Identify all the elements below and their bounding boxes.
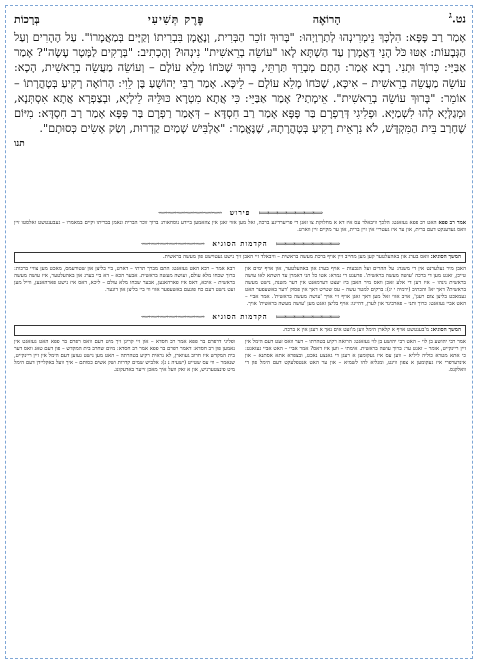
sugya-intro-box-2: המשך הסוגיא: מ'בענטשט אויף א קלארן הימל ווען מ'זעט אים נאך א רעגן אין א ברכה. bbox=[14, 325, 466, 336]
commentary-column-left: רבא אמר – רבא האט געזאגט: התם מברך תרתי – דארט, ביי בליצן און שטורעמס, מאכט מען צוויי ברכות: ברוך שכחו מלא עולם, ועושה מעשה בראשית. אבער הכא – דא ביי בערג און באהעלטער, איז עושה מעשה בראשית – איכא, דאס איז פארהאנען, אבער שכחו מלא עולם – ליכא, דאס איז נישט פארהאנען, ווייל מען זעט נישט דעם כח פונעם באשעפער אזוי ווי ביי בליצן און דונער. bbox=[14, 265, 235, 293]
commentary-column-right-2: אמר רבי יהושע בן לוי – האט רבי יהושע בן לוי געזאגט: הרואה רקיע בטהרתו – דער וואס זעט דעם הימל אין זיין ריינקייט, אומר – זאגט ער: ברוך עושה בראשית. אימתי – ווען איז דאס? אמר אביי – האט אביי געזאגט: כי אתא מטרא כוליה ליליא – ווען עס איז געקומען א רעגן די גאנצע נאכט, ובצפרא אתא אסתנא – און אינדערפרי איז געקומען א צפון ווינט, ומגליא להו לשמיא – און ער האט אנטפלעקט דעם הימל פון די וואלקנס. bbox=[245, 338, 466, 373]
folio-number: נט.$^ג$ bbox=[448, 10, 466, 26]
chapter-number: פֶּרֶק תְּשִׁיעִי bbox=[147, 12, 205, 26]
commentary-columns-2 bbox=[14, 339, 466, 374]
gemara-main-text bbox=[14, 30, 466, 136]
tractate-name: בְּרָכוֹת bbox=[14, 12, 40, 26]
gemara-segment: עַל הֶהָרִים וְעַל הַגְּבָעוֹת: אַטּוּ כֹּל הָנֵי דַּאֲמָרַן עַד הַשְׁתָּא לָאו "עוֹשֵׂה בְרֵאשִׁית" נִינְהוּ? וְהָכְתִיב: "בְּרָקִים לַמָּטָר עָשָׂה"? אָמַר אַבַּיֵּי: כְּרוֹךְ וּתְנִי. רָבָא אָמַר: הָתָם מְבָרֵךְ תַּרְתֵּי, בָּרוּךְ שֶׁכֹּחוֹ מָלֵא עוֹלָם – וְעוֹשֵׂה מַעֲשֵׂה בְרֵאשִׁית, הָכָא: עוֹשֵׂה מַעֲשֵׂה בְרֵאשִׁית – אִיכָּא, שֶׁכֹּחוֹ מָלֵא עוֹלָם – לֵיכָּא. אָמַר רַבִּי יְהוֹשֻׁעַ בֶּן לֵוִי: הָרוֹאֶה רָקִיעַ בְּטָהֳרָתוֹ – אוֹמֵר: "בָּרוּךְ עוֹשֵׂה בְרֵאשִׁית". אֵימָתַי? אָמַר אַבַּיֵּי: כִּי אֲתָא מִטְרָא כּוּלֵּיהּ לֵילְיָא, וּבְצַפְרָא אֲתָא אִסְתְּנָא, וּמְגַלְּיָא לְהוּ לִשְׁמַיָּא. וּפְלִיגִי דְּרַפְרָם בַּר פָּפָּא אָמַר רַב חִסְדָּא – דְּאָמַר רַפְרָם בַּר פָּפָּא אָמַר רַב חִסְדָּא: מִיּוֹם שֶׁחָרַב בֵּית הַמִּקְדָּשׁ, לֹא נִרְאֵית רָקִיעַ בְּטָהֳרָתָהּ, שֶׁנֶּאֱמַר: "אַלְבִּישׁ שָׁמַיִם קַדְרוּת, וְשַׂק אָשִׂים כְּסוּתָם". bbox=[14, 31, 466, 136]
blank-space bbox=[14, 150, 466, 208]
catchword: תנו bbox=[14, 139, 25, 150]
chapter-name: הָרוֹאֶה bbox=[312, 12, 341, 26]
perush-heading: ⟾⟾⟾⟾⟾⟾⟾ פירוש ⟿⟿⟿⟿⟿⟿⟿ bbox=[157, 208, 323, 218]
commentary-columns-1 bbox=[14, 266, 466, 308]
ornament-right: ⟾⟾⟾⟾⟾⟾⟾ bbox=[258, 209, 323, 218]
gemara-segment: "בָּרוּךְ זוֹכֵר הַבְּרִית, וְנֶאֱמָן בִּבְרִיתוֹ וְקַיָּים בְּמַאֲמָרוֹ". bbox=[80, 31, 295, 44]
ornament-left: ⟿⟿⟿⟿⟿⟿⟿ bbox=[157, 209, 222, 218]
gemara-segment: אָמַר רַב פָּפָּא: הִלְכָּךְ נֵימְרִינְהוּ לְתַרְוַיְהוּ: bbox=[294, 31, 467, 44]
talmud-page bbox=[14, 10, 466, 656]
commentary-column-right: האבן מיר געלערנט אין די משנה: על ההרים ועל הגבעות – אויף בערג און באהעלטער, און אויף ימים און טייכן, זאגט מען די ברכה 'עושה מעשה בראשית'. פרעגט די גמרא: אטו כל הני דאמרן עד השתא לאו עושה בראשית נינהו – איז דען די אלע זאכן וואס מיר האבן ביז יעצט דערמאנט אין דער משנה, נישט מעשה בראשית? דאך יא! והכתיב (ירמיה י יג): ברקים למטר עשה – עס שטייט דאך אין פסוק 'דער באשעפער האט געמאכט בליצן צום רעגן', אויב אזוי זאל מען דאך זאגן אויף זיי אויך 'עושה מעשה בראשית'. אמר אביי – האט אביי געזאגט: כרוך ותני – פארבינד און לערן, דהיינו: אויף בליצן זאגט מען 'עושה מעשה בראשית' אויך. bbox=[245, 265, 466, 307]
hakdama-heading-1: ⟾⟾⟾⟾⟾⟾⟾ הקדמות הסוגיא ⟿⟿⟿⟿⟿⟿⟿ bbox=[140, 238, 340, 248]
running-head bbox=[14, 10, 466, 28]
commentary-column-left-2: ופליגי דרפרם בר פפא אמר רב חסדא – און זיי קריגן זיך מיט דעם וואס רפרם בר פפא האט געזאגט אין נאמען פון רב חסדא: דאמר רפרם בר פפא אמר רב חסדא: מיום שחרב בית המקדש – פון דעם טאג וואס דער בית המקדש איז חרוב געווארן, לא נראית רקיע בטהרתה – האט מען נישט געזען דעם הימל אין זיין ריינקייט, שנאמר – ווי עס שטייט (ישעיה נ ג): אלביש שמים קדרות ושק אשים כסותם – איך וועל באקליידן דעם הימל מיט פינצטערניש, און א זאק וועל איך מאכן זייער באדעקונג. bbox=[14, 338, 235, 373]
sugya-intro-box-1: המשך הסוגיא: וואס בערג און באהעלטער קען מען מחייב זיין אויף ברכת מעשה בראשית – וויבאלד זיי האבן זיך נישט געטוישט פון מעשה בראשית. bbox=[14, 252, 466, 263]
hakdama-heading-2: ⟾⟾⟾⟾⟾⟾⟾ הקדמות הסוגיא ⟿⟿⟿⟿⟿⟿⟿ bbox=[140, 311, 340, 321]
perush-text: אמר רב פפא האט רב פפא געזאגט: הלכך וויבאלד עס איז דא א מחלוקת צו זאגן די פריערדיגע ברכה, זאל מען אזוי זאגן אין צוזאמען ביידע נוסחאות: ברוך זוכר הברית ונאמן בבריתו וקיים במאמרו – געבענטשט זאלסטו זיין וואס געדענקט דעם ברית, און ער איז געטריי אין זיין ברית, און ער מקיים זיין ווארט. bbox=[14, 220, 466, 234]
